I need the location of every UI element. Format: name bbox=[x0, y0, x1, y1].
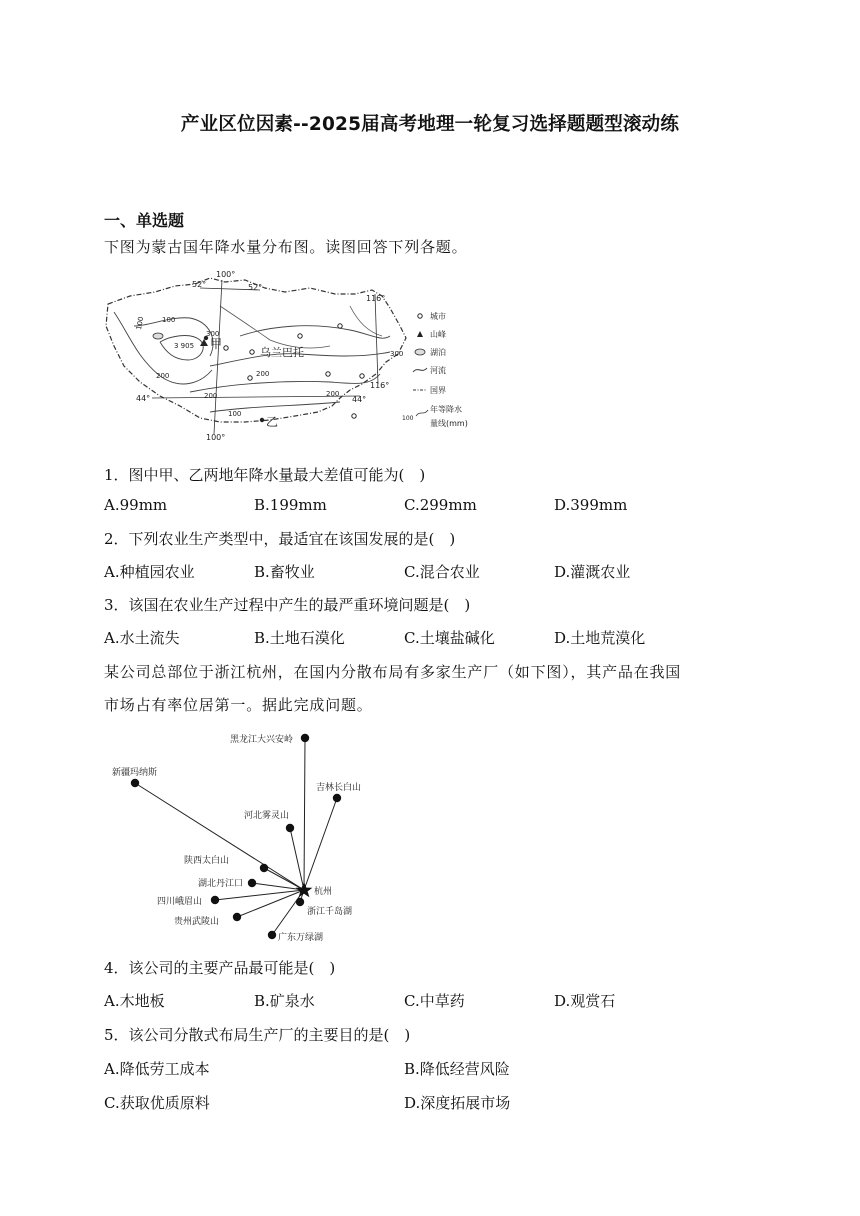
isoline-label: 100 bbox=[162, 316, 176, 324]
site-marker-guizhou bbox=[233, 913, 241, 921]
legend-river: 河流 bbox=[430, 366, 446, 375]
hub-label: 杭州 bbox=[314, 887, 333, 897]
city-marker bbox=[352, 414, 356, 418]
q2-option-a[interactable]: A.种植园农业 bbox=[104, 563, 195, 581]
site-marker-guangdong bbox=[268, 931, 276, 939]
place-yi-label: 乙 bbox=[266, 415, 279, 429]
isoline-label: 200 bbox=[256, 370, 270, 378]
q4-option-b[interactable]: B.矿泉水 bbox=[254, 992, 315, 1010]
legend-lake: 湖泊 bbox=[430, 348, 446, 357]
city-marker bbox=[360, 374, 364, 378]
lon-label: 100° bbox=[216, 270, 236, 279]
legend-isoline: 年等降水 bbox=[430, 405, 462, 414]
site-marker-hebei bbox=[286, 824, 294, 832]
isoline-label: 200 bbox=[326, 390, 340, 398]
site-marker-zhejiang bbox=[296, 898, 304, 906]
ulaanbaatar-label: 乌兰巴托 bbox=[260, 346, 304, 359]
q2-option-d[interactable]: D.灌溉农业 bbox=[554, 563, 631, 581]
site-label: 浙江千岛湖 bbox=[307, 907, 353, 917]
legend-border: 国界 bbox=[430, 386, 446, 395]
q5-option-a[interactable]: A.降低劳工成本 bbox=[104, 1060, 210, 1078]
site-marker-shaanxi bbox=[260, 864, 268, 872]
q1-option-d[interactable]: D.399mm bbox=[554, 496, 628, 514]
intro-text-2-line-1: 某公司总部位于浙江杭州，在国内分散布局有多家生产厂（如下图），其产品在我国 bbox=[104, 663, 682, 681]
q4-option-a[interactable]: A.木地板 bbox=[104, 992, 165, 1010]
site-marker-hubei bbox=[248, 879, 256, 887]
site-marker-heilongjiang bbox=[301, 734, 309, 742]
peak-elevation-label: 3 905 bbox=[174, 342, 195, 350]
mongolia-precipitation-map bbox=[100, 266, 500, 444]
lat-label: 44° bbox=[352, 395, 367, 404]
site-marker-jilin bbox=[333, 794, 341, 802]
site-label: 贵州武陵山 bbox=[174, 917, 220, 927]
mountain-peak-icon bbox=[200, 339, 208, 346]
legend-isoline-unit: 量线(mm) bbox=[430, 419, 468, 428]
site-label: 河北雾灵山 bbox=[244, 811, 290, 821]
lon-label: 116° bbox=[370, 381, 390, 390]
q4-option-d[interactable]: D.观赏石 bbox=[554, 992, 616, 1010]
q4-option-c[interactable]: C.中草药 bbox=[404, 992, 465, 1010]
lat-label: 44° bbox=[136, 394, 151, 403]
city-marker bbox=[338, 324, 342, 328]
page-title: 产业区位因素--2025届高考地理一轮复习选择题题型滚动练 bbox=[180, 114, 680, 135]
lake-shape bbox=[153, 333, 163, 339]
isoline-label: 300 bbox=[390, 350, 404, 358]
city-marker bbox=[250, 350, 254, 354]
site-label: 黑龙江大兴安岭 bbox=[230, 735, 294, 745]
factory-distribution-map bbox=[104, 726, 374, 948]
city-yi-marker bbox=[260, 418, 264, 422]
legend-sample-value: 100 bbox=[402, 415, 414, 422]
question-2-stem: 2．下列农业生产类型中，最适宜在该国发展的是( ) bbox=[104, 530, 456, 548]
question-4-stem: 4．该公司的主要产品最可能是( ) bbox=[104, 959, 336, 977]
question-1-stem: 1．图中甲、乙两地年降水量最大差值可能为( ) bbox=[104, 466, 426, 484]
q2-option-c[interactable]: C.混合农业 bbox=[404, 563, 480, 581]
site-label: 湖北丹江口 bbox=[198, 879, 244, 889]
q3-option-c[interactable]: C.土壤盐碱化 bbox=[404, 629, 495, 647]
lon-label: 116° bbox=[366, 294, 386, 303]
site-marker-sichuan bbox=[211, 896, 219, 904]
site-label: 广东万绿湖 bbox=[278, 933, 324, 943]
meridian-116 bbox=[375, 294, 378, 384]
intro-text-1: 下图为蒙古国年降水量分布图。读图回答下列各题。 bbox=[104, 238, 468, 256]
legend-peak: 山峰 bbox=[430, 330, 446, 339]
q1-option-b[interactable]: B.199mm bbox=[254, 496, 327, 514]
site-label: 陕西太白山 bbox=[184, 856, 230, 866]
site-label: 四川峨眉山 bbox=[157, 897, 203, 907]
river-line bbox=[220, 306, 330, 348]
question-5-stem: 5．该公司分散式布局生产厂的主要目的是( ) bbox=[104, 1026, 411, 1044]
city-marker bbox=[298, 334, 302, 338]
lon-label: 100° bbox=[206, 433, 226, 442]
isoline-label: 200 bbox=[204, 392, 218, 400]
lat-label: 52° bbox=[248, 283, 263, 292]
map-legend bbox=[402, 311, 468, 428]
site-marker-xinjiang bbox=[131, 779, 139, 787]
isoline-label: 100 bbox=[135, 316, 146, 331]
q5-option-d[interactable]: D.深度拓展市场 bbox=[404, 1094, 511, 1112]
hangzhou-star-icon bbox=[296, 882, 313, 897]
q1-option-c[interactable]: C.299mm bbox=[404, 496, 477, 514]
isoline-label: 200 bbox=[156, 372, 170, 380]
intro-text-2-line-2: 市场占有率位居第一。据此完成问题。 bbox=[104, 696, 373, 714]
q3-option-d[interactable]: D.土地荒漠化 bbox=[554, 629, 646, 647]
q5-option-b[interactable]: B.降低经营风险 bbox=[404, 1060, 510, 1078]
site-label: 吉林长白山 bbox=[316, 783, 362, 793]
site-label: 新疆玛纳斯 bbox=[112, 768, 158, 778]
isoline bbox=[190, 374, 380, 392]
q3-option-a[interactable]: A.水土流失 bbox=[104, 629, 180, 647]
isoline-label: 300 bbox=[206, 330, 220, 338]
city-marker bbox=[248, 376, 252, 380]
q2-option-b[interactable]: B.畜牧业 bbox=[254, 563, 315, 581]
q5-option-c[interactable]: C.获取优质原料 bbox=[104, 1094, 210, 1112]
lat-label: 52° bbox=[192, 280, 207, 289]
q1-option-a[interactable]: A.99mm bbox=[104, 496, 168, 514]
isoline bbox=[240, 326, 390, 338]
legend-city: 城市 bbox=[430, 312, 446, 321]
isoline-label: 100 bbox=[228, 410, 242, 418]
city-marker bbox=[224, 346, 228, 350]
place-jia-label: 甲 bbox=[210, 337, 223, 351]
section-heading: 一、单选题 bbox=[104, 211, 185, 230]
city-marker bbox=[326, 372, 330, 376]
question-3-stem: 3．该国在农业生产过程中产生的最严重环境问题是( ) bbox=[104, 596, 471, 614]
q3-option-b[interactable]: B.土地石漠化 bbox=[254, 629, 345, 647]
